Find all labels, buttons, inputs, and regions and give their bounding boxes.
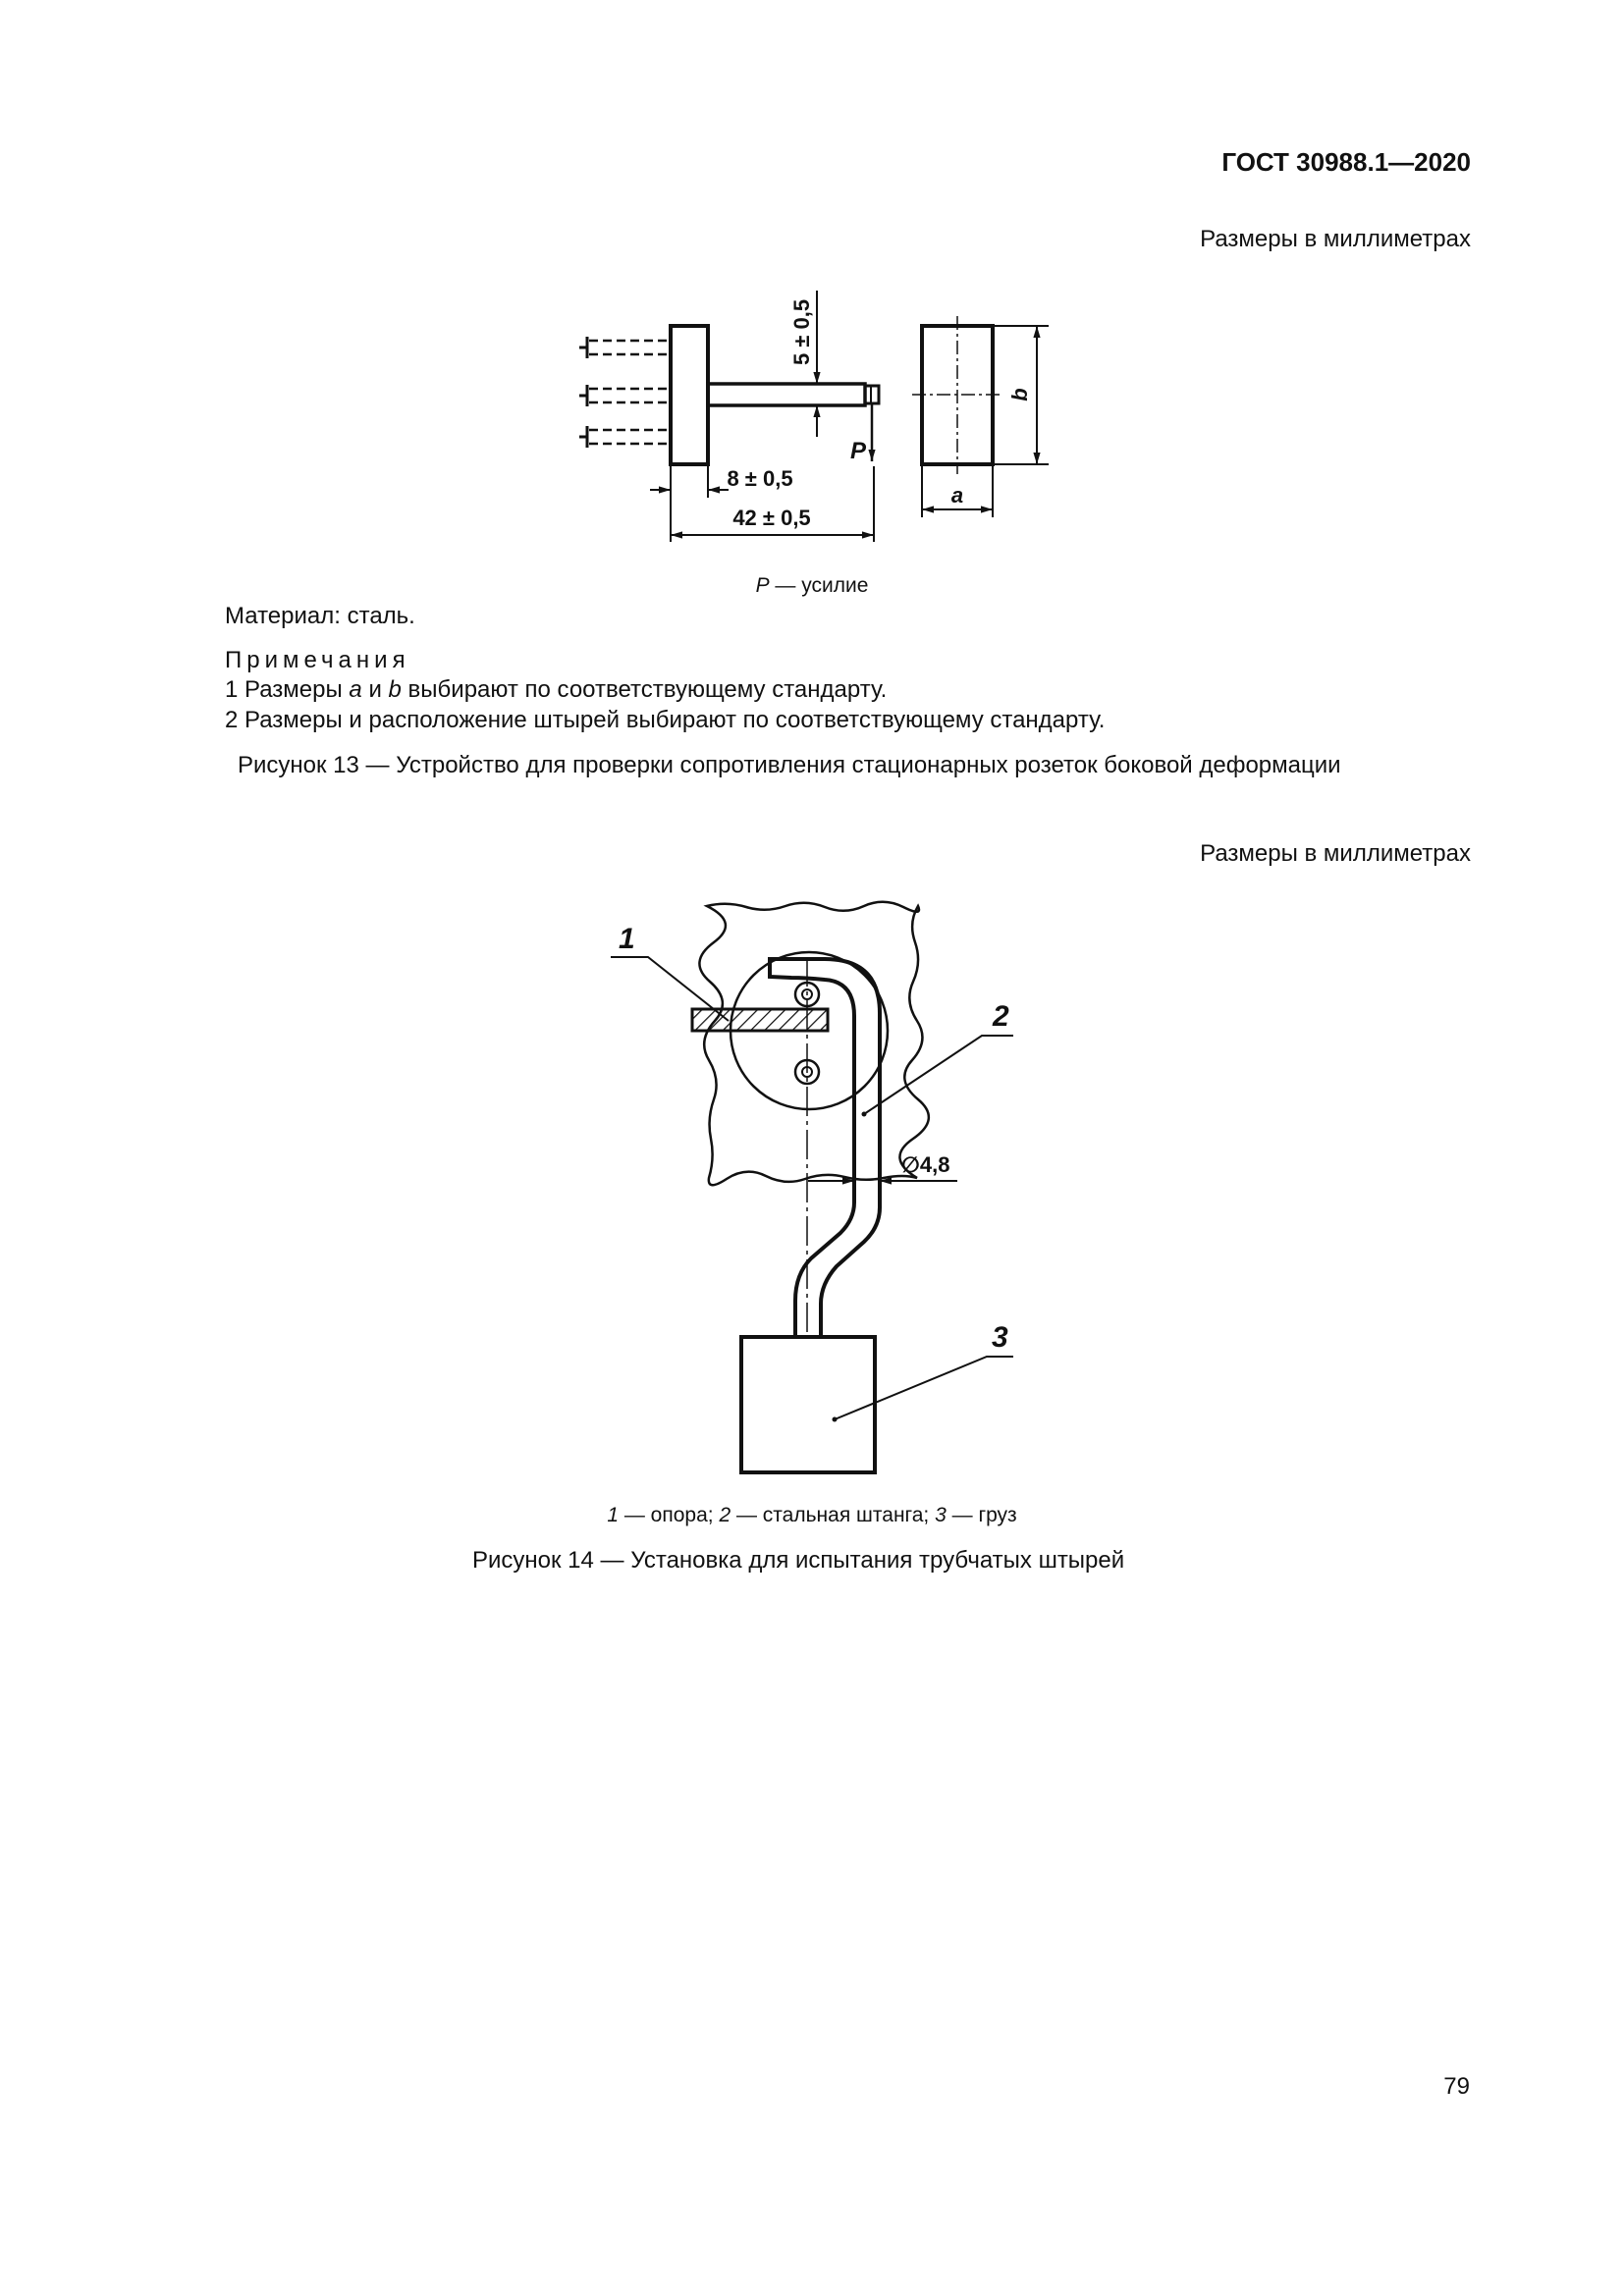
- leader-3: [835, 1357, 1013, 1419]
- dim-42: 42 ± 0,5: [732, 506, 811, 530]
- figure14-legend: 1 — опора; 2 — стальная штанга; 3 — груз: [607, 1504, 1017, 1526]
- dim-a: a: [950, 483, 964, 507]
- dim-8: 8 ± 0,5: [727, 466, 793, 491]
- page-number: 79: [1443, 2073, 1470, 2100]
- figure13-units-note: Размеры в миллиметрах: [1200, 226, 1471, 252]
- label-3: 3: [992, 1321, 1008, 1354]
- wall-panel: [699, 902, 928, 1186]
- force-label: P: [850, 438, 867, 464]
- diameter-label: ∅4,8: [901, 1152, 950, 1177]
- figure14-caption: Рисунок 14 — Установка для испытания трубчатых штырей: [472, 1547, 1125, 1574]
- figure13-drawing: [0, 0, 1624, 589]
- figure13-note2: 2 Размеры и расположение штырей выбирают по соответствующему стандарту.: [225, 707, 1106, 733]
- figure14-drawing: [0, 864, 1624, 1492]
- dim-5: 5 ± 0,5: [789, 298, 814, 365]
- figure13-material: Материал: сталь.: [225, 603, 415, 629]
- figure13-note1: 1 Размеры a и b выбирают по соответствующему стандарту.: [225, 676, 888, 703]
- label-1: 1: [619, 923, 635, 955]
- figure13-legend: P — усилие: [755, 574, 869, 597]
- figure13-caption: Рисунок 13 — Устройство для проверки сопротивления стационарных розеток боковой деформации: [238, 752, 1341, 778]
- label-2: 2: [993, 1000, 1009, 1033]
- dim-b: b: [1007, 388, 1032, 401]
- figure14-units-note: Размеры в миллиметрах: [1200, 840, 1471, 867]
- weight-block: [741, 1337, 875, 1472]
- document-standard-header: ГОСТ 30988.1—2020: [1221, 147, 1471, 177]
- test-pin-rod: [708, 384, 865, 405]
- socket-pins: [589, 341, 671, 444]
- figure13-notes-title: Примечания: [225, 647, 410, 673]
- socket-body: [671, 326, 708, 464]
